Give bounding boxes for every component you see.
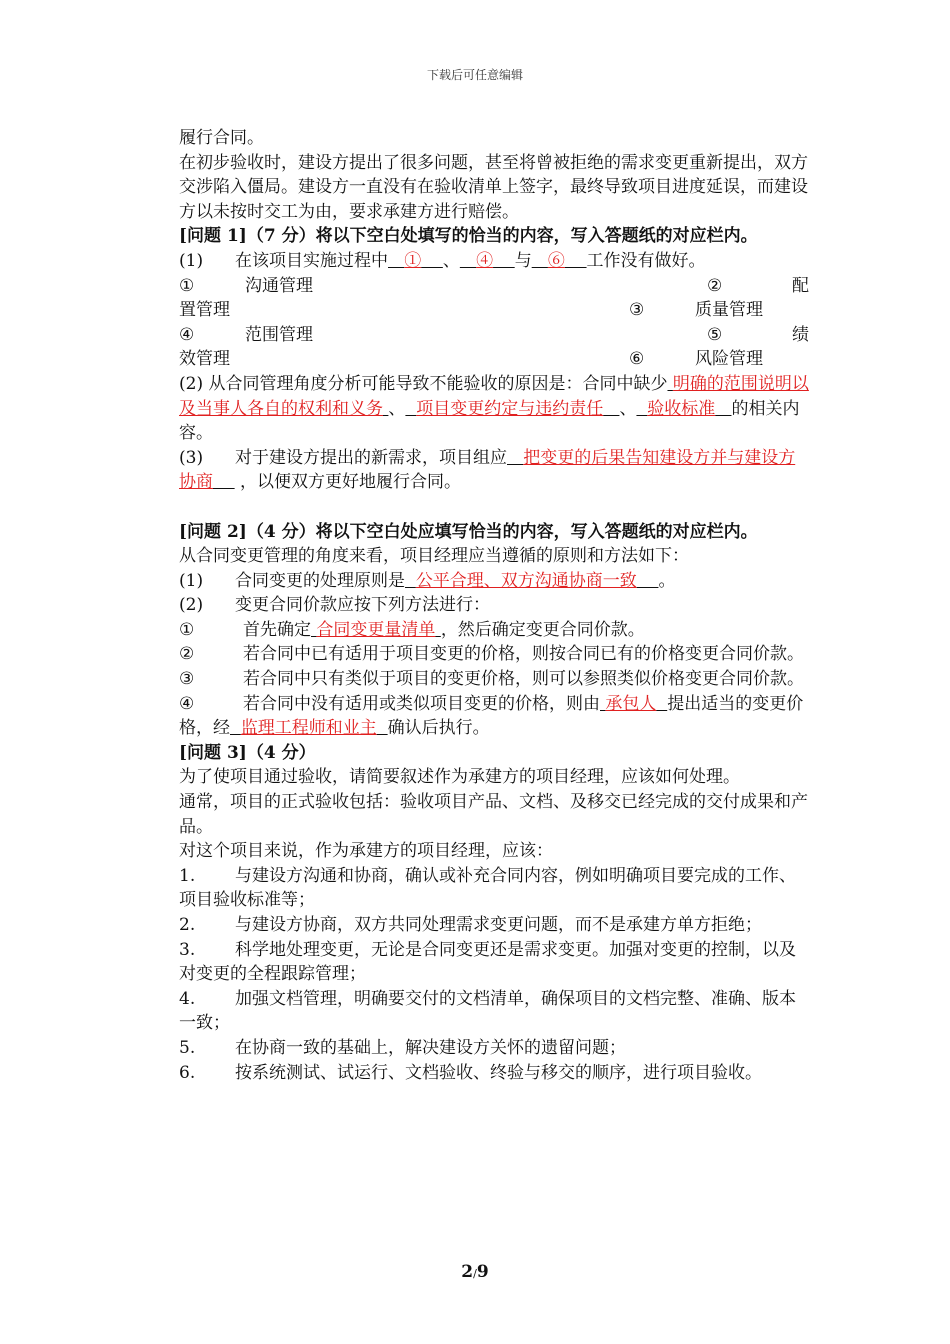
option-label-cont: 效管理 <box>179 349 230 370</box>
option-number: ⑤ <box>707 324 723 345</box>
q1-answer-3: ⑥ <box>547 250 565 271</box>
option-label: 质量管理 <box>695 300 763 321</box>
q3-title: [问题 3]（4 分） <box>179 742 316 763</box>
q2-item2: (2) 变更合同价款应按下列方法进行： <box>179 595 490 616</box>
q2-answer-2: 合同变更量清单 <box>316 619 436 640</box>
option-number: ④ <box>179 324 195 345</box>
intro-paragraph: 在初步验收时，建设方提出了很多问题，甚至将曾被拒绝的需求变更重新提出，双方交涉陷入僵局。建设方一直没有在验收清单上签字，最终导致项目进度延误，而建设方以未按时交工为由，要求承建方进行赔偿。 <box>179 152 808 222</box>
option-label: 风险管理 <box>695 349 763 370</box>
q3-line-3: 对这个项目来说，作为承建方的项目经理，应该： <box>179 841 553 862</box>
option-number: ① <box>179 275 195 296</box>
option-label-part: 配 <box>792 275 809 296</box>
q1-answer-2: ④ <box>476 250 494 271</box>
q2-sub3: ③ 若合同中只有类似于项目的变更价格，则可以参照类似价格变更合同价款。 <box>179 669 804 690</box>
intro-line-1: 履行合同。 <box>179 128 264 148</box>
q2-title: [问题 2]（4 分）将以下空白处应填写恰当的内容，写入答题纸的对应栏内。 <box>179 521 758 542</box>
option-label-cont: 置管理 <box>179 300 230 321</box>
q1-answer-6: 验收标准 <box>647 398 716 419</box>
page-number: 2/9 <box>461 1262 489 1282</box>
q3-line-2: 通常，项目的正式验收包括：验收项目产品、文档、及移交已经完成的交付成果和产品。 <box>179 792 808 837</box>
q2-intro: 从合同变更管理的角度来看，项目经理应当遵循的原则和方法如下： <box>179 546 689 567</box>
option-number: ③ <box>629 300 645 321</box>
q3-list-item: 1. 与建设方沟通和协商，确认或补充合同内容，例如明确项目要完成的工作、项目验收标准等； <box>179 865 796 911</box>
current-page: 2 <box>461 1262 474 1282</box>
q1-options-row-4 <box>179 347 809 372</box>
q2-sub4: ④ 若合同中没有适用或类似项目变更的价格，则由 承包人 提出适当的变更价格，经 监理工程师和业主 确认后执行。 <box>179 693 804 739</box>
q2-sub1: ① 首先确定 合同变更量清单 ，然后确定变更合同价款。 <box>179 619 645 640</box>
q1-options-row-3 <box>179 323 809 348</box>
q1-answer-7: 把变更的后果告知建设方并与建设方协商 <box>179 447 796 493</box>
q1-answer-1: ① <box>404 250 422 271</box>
page-header: 下载后可任意编辑 <box>426 68 523 82</box>
option-number: ⑥ <box>629 349 645 370</box>
q3-list-item: 2. 与建设方协商，双方共同处理需求变更问题，而不是承建方单方拒绝； <box>179 915 762 935</box>
q1-item1-number: (1) <box>179 250 204 271</box>
q3-list-item: 4. 加强文档管理，明确要交付的文档清单，确保项目的文档完整、准确、版本一致； <box>179 988 796 1034</box>
q3-line-1: 为了使项目通过验收，请简要叙述作为承建方的项目经理，应该如何处理。 <box>179 767 740 788</box>
q3-list-item: 6. 按系统测试、试运行、文档验收、终验与移交的顺序，进行项目验收。 <box>179 1062 762 1083</box>
q1-item2: (2) 从合同管理角度分析可能导致不能验收的原因是：合同中缺少 明确的范围说明以及当事人各自的权利和义务 、 项目变更约定与违约责任 、 验收标准 的相关内容。 <box>179 373 809 444</box>
q1-options-row-2 <box>179 298 809 323</box>
option-label: 沟通管理 <box>245 275 313 296</box>
option-number: ② <box>707 275 723 296</box>
q2-item1: (1) 合同变更的处理原则是 公平合理、双方沟通协商一致 。 <box>179 570 676 591</box>
q1-item3: (3) 对于建设方提出的新需求，项目组应 把变更的后果告知建设方并与建设方协商 ，以便双方更好地履行合同。 <box>179 447 796 493</box>
q3-list-item: 5. 在协商一致的基础上，解决建设方关怀的遗留问题； <box>179 1037 626 1058</box>
q2-sub2: ② 若合同中已有适用于项目变更的价格，则按合同已有的价格变更合同价款。 <box>179 644 804 665</box>
q1-item1: (1) 在该项目实施过程中 ① 、 ④ 与 ⑥ 工作没有做好。 <box>179 249 809 274</box>
total-pages: 9 <box>476 1262 489 1282</box>
q1-item1-text: 在该项目实施过程中 <box>235 250 388 271</box>
option-label: 范围管理 <box>245 324 313 345</box>
q2-answer-3: 承包人 <box>605 693 657 714</box>
q1-answer-4: 明确的范围说明以及当事人各自的权利和义务 <box>179 373 809 419</box>
option-label-part: 绩 <box>792 324 809 345</box>
q1-options <box>179 274 809 299</box>
q2-answer-1: 公平合理、双方沟通协商一致 <box>415 570 637 591</box>
q1-answer-5: 项目变更约定与违约责任 <box>416 398 604 419</box>
document-body <box>179 126 809 1085</box>
q1-title: [问题 1]（7 分）将以下空白处填写的恰当的内容，写入答题纸的对应栏内。 <box>179 226 758 247</box>
q2-answer-4: 监理工程师和业主 <box>240 718 377 739</box>
q3-list-item: 3. 科学地处理变更，无论是合同变更还是需求变更。加强对变更的控制，以及对变更的全程跟踪管理； <box>179 939 796 985</box>
